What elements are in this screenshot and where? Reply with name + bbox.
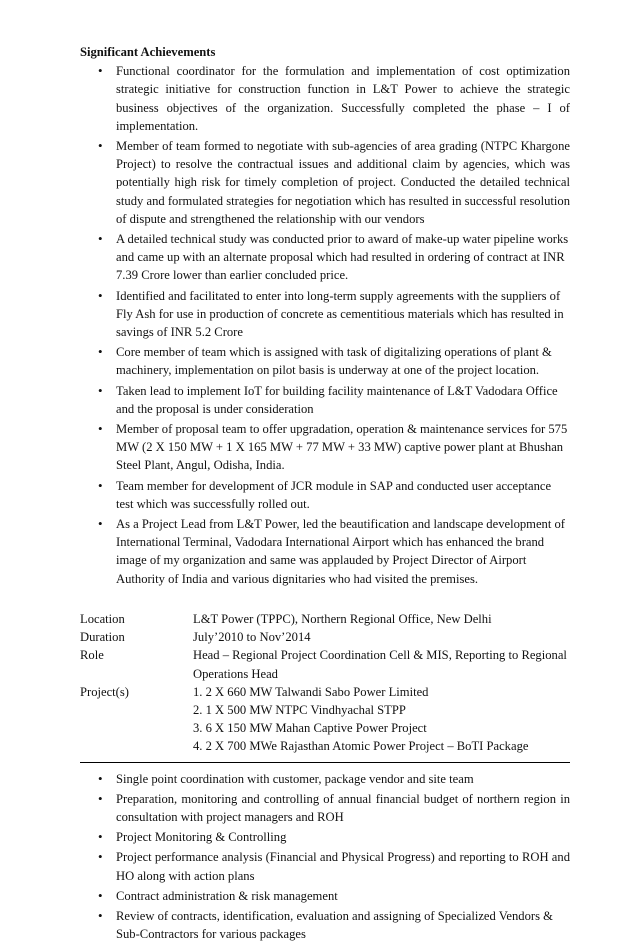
achievement-item: • Identified and facilitated to enter into long-term supply agreements with the suppliers of Fly Ash for use in production of concrete as cementitious materials which has resulted in savings of INR 5.2 Crore [80,287,570,342]
location-value: L&T Power (TPPC), Northern Regional Office, New Delhi [193,611,492,626]
location-row [80,610,570,628]
duration-value: July’2010 to Nov’2014 [193,630,311,645]
achievement-item: • Functional coordinator for the formulation and implementation of cost optimization strategic initiative for construction function in L&T Power to achieve the strategic business objectives of the organization. Successfully completed the phase – I of implementation. [80,62,570,135]
achievements-list [80,62,570,588]
achievements-heading: Significant Achievements [80,45,216,59]
responsibility-item: • Project Monitoring & Controlling [80,828,570,846]
responsibility-item: • Preparation, monitoring and controlling of annual financial budget of northern region in consultation with project managers and ROH [80,790,570,826]
project-item: 3. 6 X 150 MW Mahan Captive Power Project [193,721,427,736]
duration-label: Duration [80,630,125,645]
job-details [80,610,570,756]
project-item: 1. 2 X 660 MW Talwandi Sabo Power Limited [193,684,429,699]
resume-page [80,43,570,945]
location-label: Location [80,611,125,626]
role-label: Role [80,648,104,663]
achievement-item: • Core member of team which is assigned with task of digitalizing operations of plant & machinery, implementation on pilot basis is underway at one of the project location. [80,343,570,379]
projects-list [193,683,570,756]
responsibility-item: • Contract administration & risk management [80,887,570,905]
role-value: Head – Regional Project Coordination Cell & MIS, Reporting to Regional Operations Head [193,648,567,681]
achievement-item: • Taken lead to implement IoT for building facility maintenance of L&T Vadodara Office and the proposal is under consideration [80,382,570,418]
duration-row [80,628,570,646]
responsibility-item: • Single point coordination with customer, package vendor and site team [80,770,570,788]
role-row [80,646,570,682]
achievement-item: • Team member for development of JCR module in SAP and conducted user acceptance test which was successfully rolled out. [80,477,570,513]
responsibility-item: • Project performance analysis (Financial and Physical Progress) and reporting to ROH and HO along with action plans [80,848,570,884]
projects-row [80,683,570,756]
responsibilities-list [80,770,570,944]
achievement-item: • As a Project Lead from L&T Power, led the beautification and landscape development of International Terminal, Vadodara International Airport which has enhanced the brand image of my organization and same was applauded by Project Director of Airport Authority of India and various dignitaries who had visited the premises. [80,515,570,588]
achievement-item: • Member of proposal team to offer upgradation, operation & maintenance services for 575 MW (2 X 150 MW + 1 X 165 MW + 77 MW + 33 MW) captive power plant at Bhushan Steel Plant, Angul, Odisha, India. [80,420,570,475]
responsibility-item: • Review of contracts, identification, evaluation and assigning of Specialized Vendors & Sub-Contractors for various packages [80,907,570,943]
project-item: 4. 2 X 700 MWe Rajasthan Atomic Power Project – BoTI Package [193,739,529,754]
projects-label: Project(s) [80,684,129,699]
achievement-item: • Member of team formed to negotiate with sub-agencies of area grading (NTPC Khargone Project) to resolve the contractual issues and additional claim by agencies, which was potentially high risk for timely completion of project. Conducted the detailed technical study and formulated strategies for negotiation which has resulted in successful resolution of dispute and strengthened the relationship with our vendors [80,137,570,228]
project-item: 2. 1 X 500 MW NTPC Vindhyachal STPP [193,702,406,717]
achievement-item: • A detailed technical study was conducted prior to award of make-up water pipeline works and came up with an alternate proposal which had resulted in ordering of contract at INR 7.39 Crore lower than earlier concluded price. [80,230,570,285]
section-divider [80,762,570,763]
